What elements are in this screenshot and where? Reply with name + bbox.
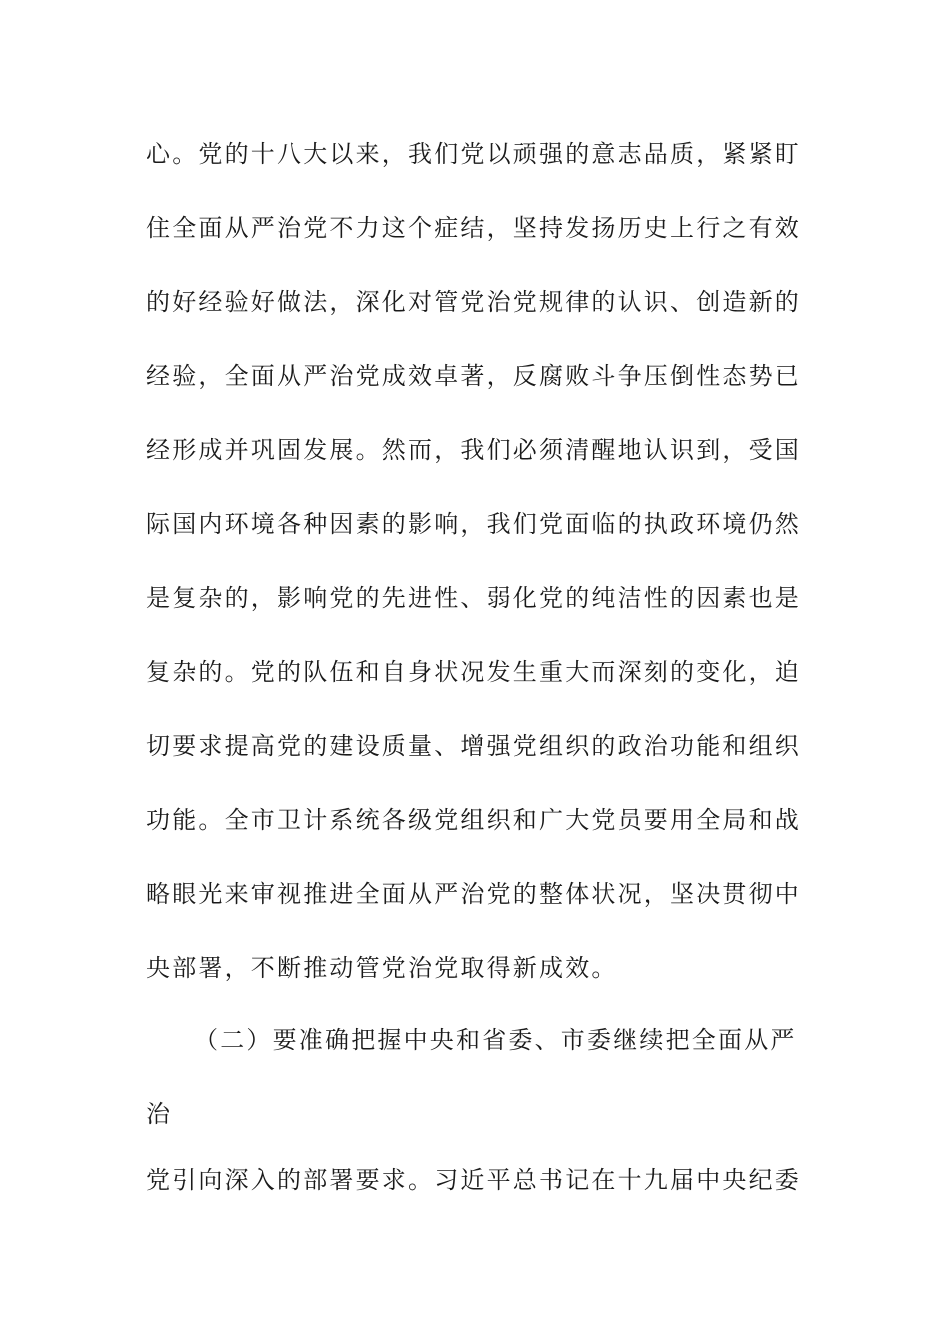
text-line-6: 际国内环境各种因素的影响，我们党面临的执政环境仍然 [146,510,801,538]
text-line-7: 是复杂的，影响党的先进性、弱化党的纯洁性的因素也是 [146,584,801,612]
text-line-2: 住全面从严治党不力这个症结，坚持发扬历史上行之有效 [146,214,801,242]
text-line-4: 经验，全面从严治党成效卓著，反腐败斗争压倒性态势已 [146,362,801,390]
text-line-12: 央部署，不断推动管党治党取得新成效。 [146,954,618,982]
text-line-8: 复杂的。党的队伍和自身状况发生重大而深刻的变化，迫 [146,658,801,686]
text-line-9: 切要求提高党的建设质量、增强党组织的政治功能和组织 [146,732,801,760]
text-line-15: 党引向深入的部署要求。习近平总书记在十九届中央纪委 [146,1166,801,1194]
text-line-3: 的好经验好做法，深化对管党治党规律的认识、创造新的 [146,288,801,316]
section-heading-line: （二）要准确把握中央和省委、市委继续把全面从严 [194,1026,797,1054]
section-heading-wrap: 治 [146,1100,173,1128]
text-line-1: 心。党的十八大以来，我们党以顽强的意志品质，紧紧盯 [146,140,801,168]
text-line-5: 经形成并巩固发展。然而，我们必须清醒地认识到，受国 [146,436,801,464]
text-line-11: 略眼光来审视推进全面从严治党的整体状况，坚决贯彻中 [146,880,801,908]
text-line-10: 功能。全市卫计系统各级党组织和广大党员要用全局和战 [146,806,801,834]
